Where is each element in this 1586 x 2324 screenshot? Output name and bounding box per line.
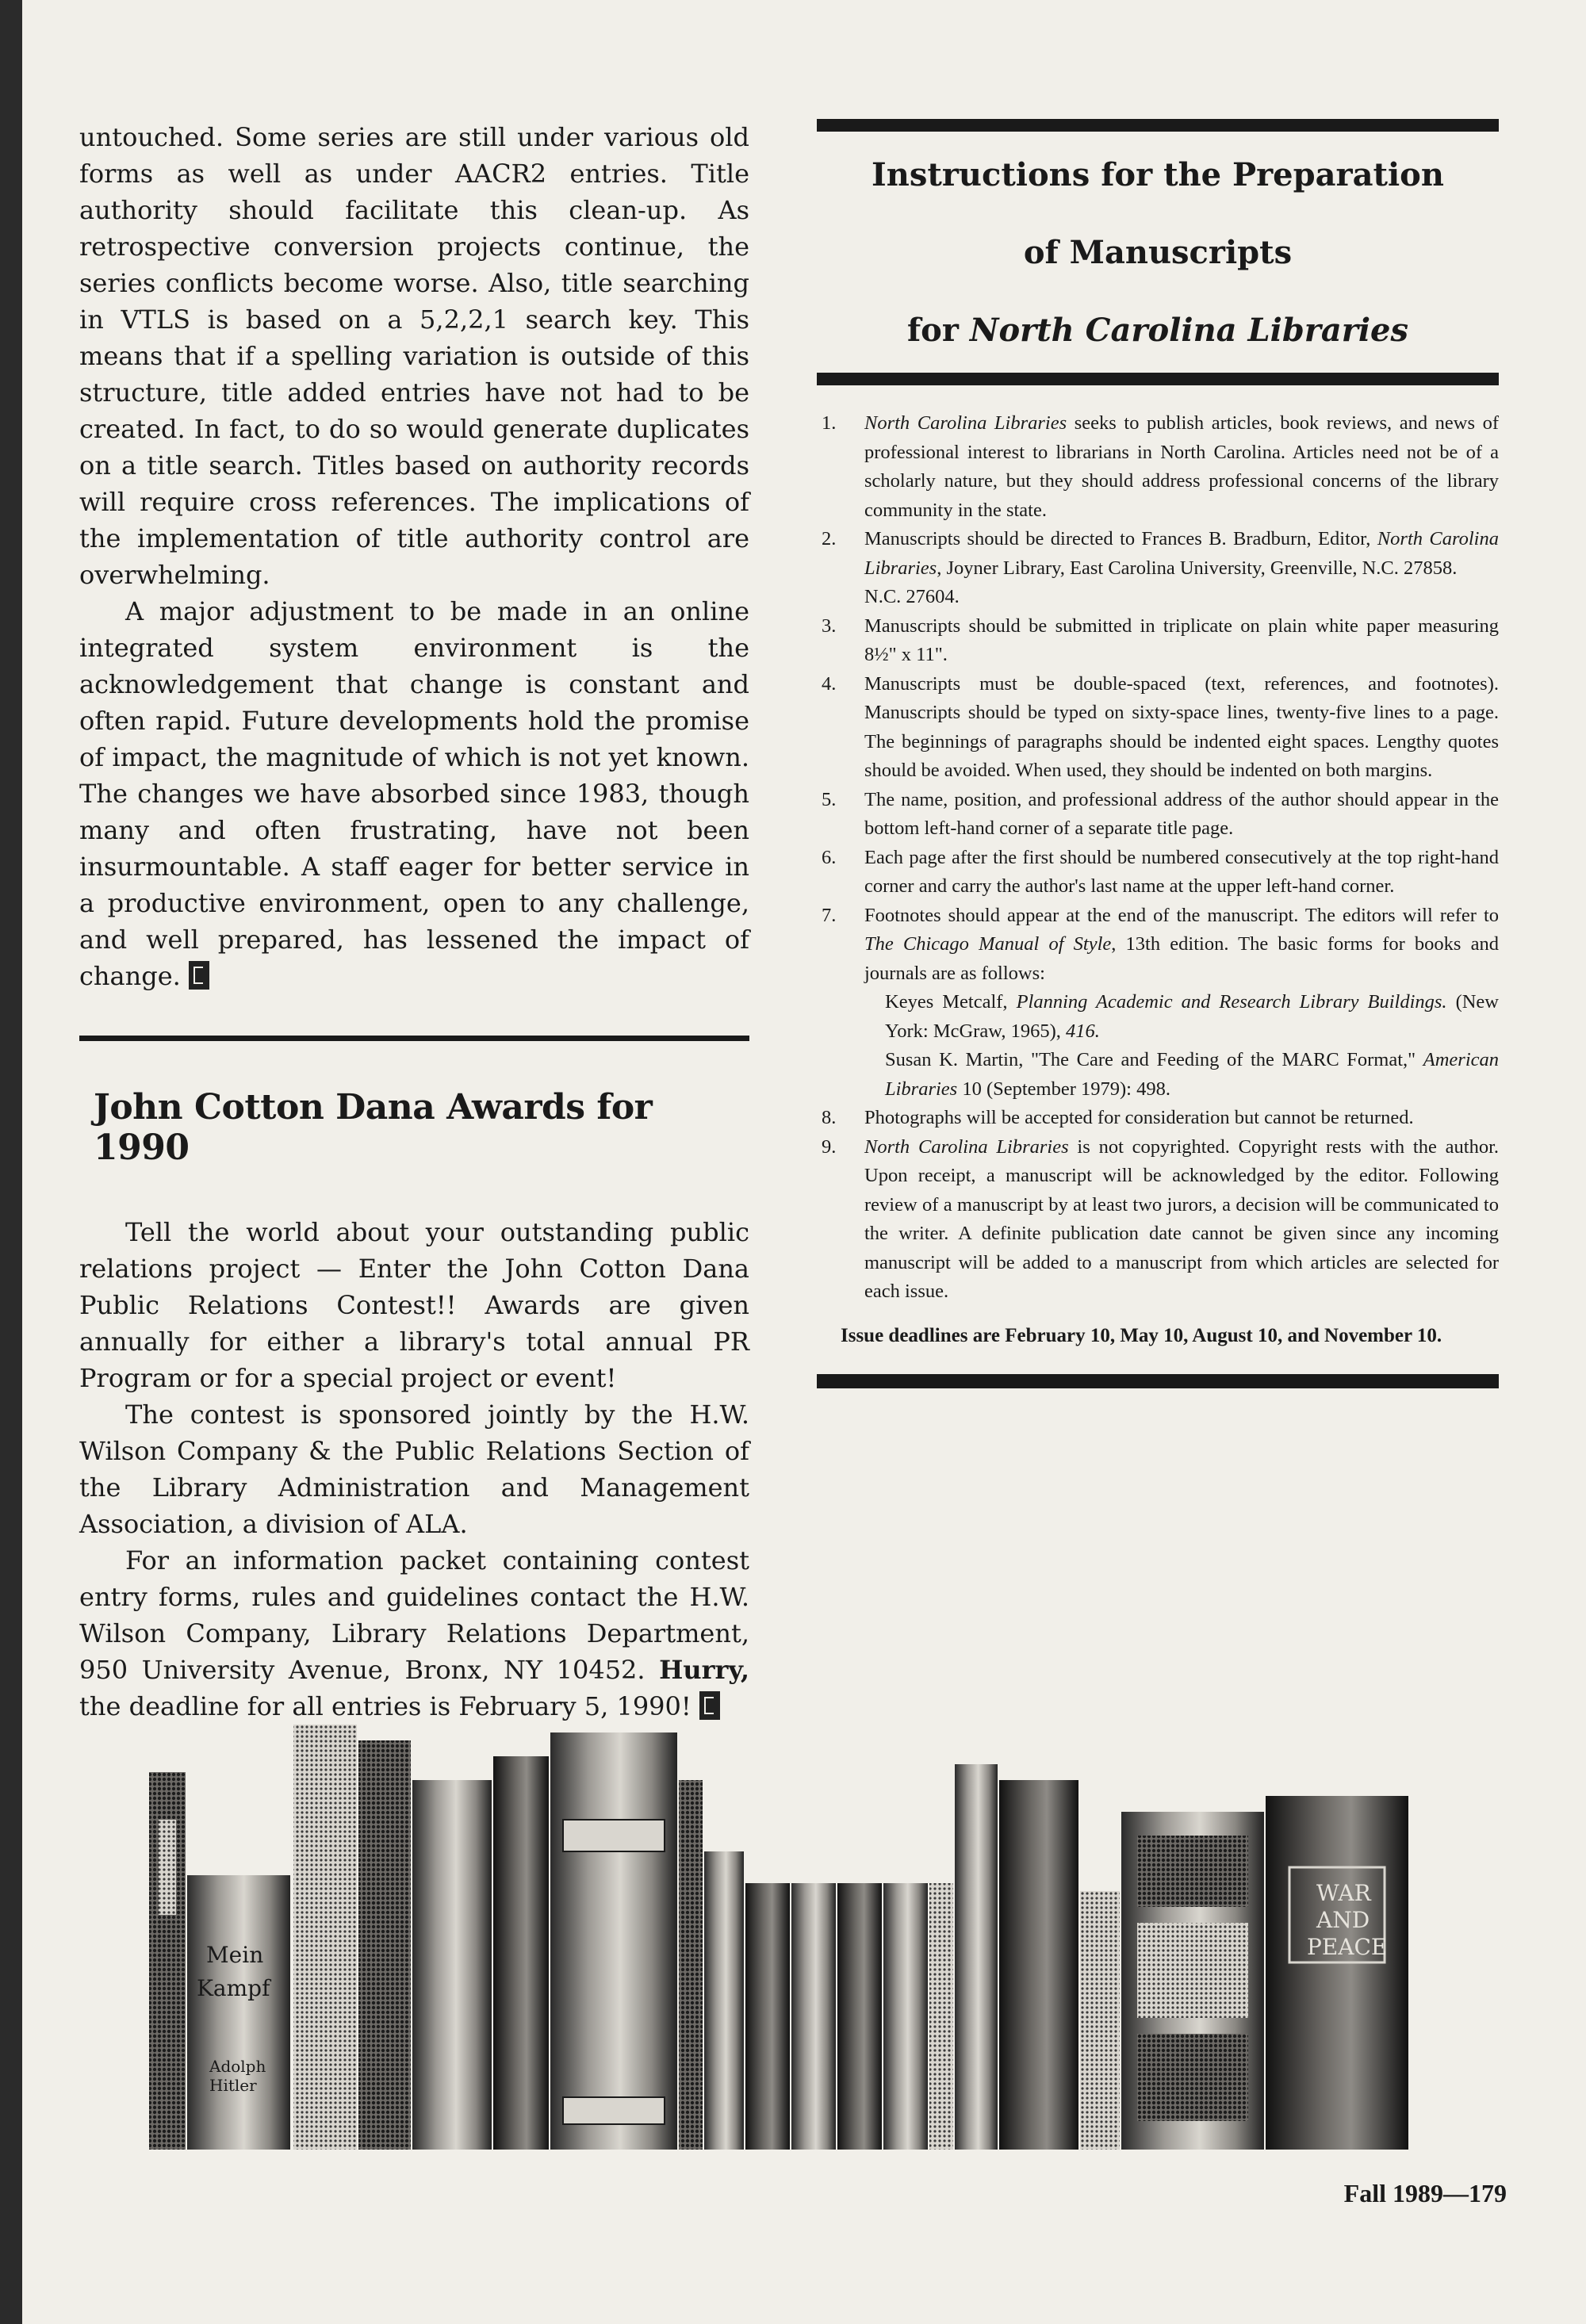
book-label xyxy=(563,1820,665,1851)
book-spine xyxy=(883,1883,928,2150)
page-gutter-edge xyxy=(0,0,22,2324)
book-spine xyxy=(745,1883,790,2150)
closing-paragraph: A major adjustment to be made in an online integrated system environment is the acknowledgement that change is constant and often rapid. Future developments hold the promise of impact, the magnitude of which is not yet known. The changes we have absorbed since 1983, though many and often frustrating, have not been insurmountable. A staff eager for better service in a productive environment, open to any challenge, and well prepared, has lessened the impact of change. xyxy=(79,596,749,991)
jcd-paragraph-3: For an information packet containing contest entry forms, rules and guidelines contact the H.W. Wilson Company, Library Relations Department, 950 University Avenue, Bronx, NY 10452. Hurry, the deadline for all entries is February 5, 1990! xyxy=(79,1545,750,1721)
list-item: 7. Footnotes should appear at the end of the manuscript. The editors will refer to The Chicago Manual of Style, 13th edition. The basic forms for books and journals are as follows: Keyes Metcalf, Planning Academic and Research Library Buildings. (New York: McGraw, 1965), 416. Susan K. Martin, "The Care and Feeding of the MARC Format," American Libraries 10 (September 1979): 498. xyxy=(817,902,1499,1105)
jcd-paragraph-1: Tell the world about your outstanding public relations project — Enter the John Cotton Dana Public Relations Contest!! Awards are given annually for either a library's total annual PR Program or for a special project or event! xyxy=(79,1217,749,1393)
spine-title-mein: Mein xyxy=(206,1942,264,1968)
book-label xyxy=(159,1820,176,1915)
list-item: 4. Manuscripts must be double-spaced (text, references, and footnotes). Manuscripts should be typed on sixty-space lines, twenty-five lines to a page. The beginnings of paragraphs should be indented eight spaces. Lengthy quotes should be avoided. When used, they should be indented on both margins. xyxy=(822,672,1499,781)
spine-title-kampf: Kampf xyxy=(197,1975,270,2001)
list-item: 9. North Carolina Libraries is not copyrighted. Copyright rests with the author. Upon receipt, a manuscript will be acknowledged by the editor. Following review of a manuscript by at least two jurors, a decision will be communicated to the writer. A definite publication date cannot be given since any incoming manuscript will be added to a manuscript from which articles are selected for each issue. xyxy=(822,1135,1500,1302)
end-of-article-icon xyxy=(189,961,209,990)
instructions-heading-rule xyxy=(817,373,1499,385)
book-spine xyxy=(999,1780,1078,2150)
list-item: 3. Manuscripts should be submitted in triplicate on plain white paper measuring 8½" x 11". xyxy=(822,615,1499,665)
jcd-paragraph-2: The contest is sponsored jointly by the H.W. Wilson Company & the Public Relations Section of the Library Administration and Management Association, a division of ALA. xyxy=(79,1399,749,1539)
continued-paragraph: untouched. Some series are still under various old forms as well as under AACR2 entries. Title authority should facilitate this clean-up. As retrospective conversion projects continue, the series conflicts become worse. Also, title searching in VTLS is based on a 5,2,2,1 search key. This means that if a spelling variation is outside of this structure, title added entries have not had to be created. In fact, to do so would generate duplicates on a title search. Titles based on authority records will require cross references. The implications of the implementation of title authority control are overwhelming. xyxy=(79,122,749,590)
instructions-heading: Instructions for the Preparation of Manuscripts for North Carolina Libraries xyxy=(872,156,1444,349)
spine-title-war: WAR xyxy=(1316,1880,1371,1906)
book-spine xyxy=(1080,1891,1120,2150)
bookshelf-illustration xyxy=(143,1725,1451,2153)
end-of-article-icon xyxy=(699,1691,720,1720)
book-spine-war-and-peace xyxy=(1266,1796,1408,2150)
book-set-top-panel xyxy=(1137,1836,1248,1907)
section-divider xyxy=(79,1036,749,1041)
book-spine xyxy=(358,1740,411,2150)
instructions-bottom-rule xyxy=(817,1374,1499,1388)
book-spine xyxy=(493,1756,549,2150)
left-column xyxy=(79,119,749,1725)
citation-example-journal: Susan K. Martin, "The Care and Feeding of the MARC Format," American Libraries 10 (September 1979): 498. xyxy=(885,1049,1499,1100)
instructions-box xyxy=(817,119,1499,1388)
list-item: 8. Photographs will be accepted for consideration but cannot be returned. xyxy=(822,1107,1414,1128)
book-spine xyxy=(837,1883,882,2150)
citation-example-book: Keyes Metcalf, Planning Academic and Research Library Buildings. (New York: McGraw, 1965), 416. xyxy=(885,991,1499,1042)
jcd-heading: John Cotton Dana Awards for 1990 xyxy=(94,1087,653,1168)
book-set-middle-panel xyxy=(1137,1923,1248,2018)
book-spine xyxy=(791,1883,836,2150)
books-svg xyxy=(143,1725,1451,2153)
list-item: 1. North Carolina Libraries seeks to publish articles, book reviews, and news of professional interest to librarians in North Carolina. Articles need not be of a scholarly nature, but they should address professional concerns of the library community in the state. xyxy=(822,412,1499,521)
spine-author-hitler: Hitler xyxy=(209,2076,257,2095)
book-spine xyxy=(679,1780,703,2150)
spine-title-and: AND xyxy=(1316,1907,1370,1933)
instructions-list xyxy=(817,409,1499,1307)
instructions-top-rule xyxy=(817,119,1499,132)
list-item: 2. Manuscripts should be directed to Frances B. Bradburn, Editor, North Carolina Libraries, Joyner Library, East Carolina University, Greenville, N.C. 27858. N.C. 27604. xyxy=(822,528,1499,607)
book-label xyxy=(563,2097,665,2124)
book-spine xyxy=(412,1780,492,2150)
issue-deadlines: Issue deadlines are February 10, May 10, August 10, and November 10. xyxy=(841,1324,1442,1346)
book-spine xyxy=(293,1725,357,2150)
book-spine xyxy=(955,1764,998,2150)
spine-author-adolph: Adolph xyxy=(209,2057,266,2076)
book-spine xyxy=(929,1883,953,2150)
list-item: 6. Each page after the first should be numbered consecutively at the top right-hand corner and carry the author's last name at the upper left-hand corner. xyxy=(822,846,1499,897)
book-spine xyxy=(704,1851,744,2150)
book-spine xyxy=(550,1732,677,2150)
page-footer: Fall 1989—179 xyxy=(1343,2179,1507,2207)
spine-title-peace: PEACE xyxy=(1307,1934,1388,1960)
book-set-bottom-panel xyxy=(1137,2034,1248,2121)
list-item: 5. The name, position, and professional address of the author should appear in the bottom left-hand corner of a separate title page. xyxy=(822,788,1499,839)
book-spine xyxy=(187,1875,290,2150)
